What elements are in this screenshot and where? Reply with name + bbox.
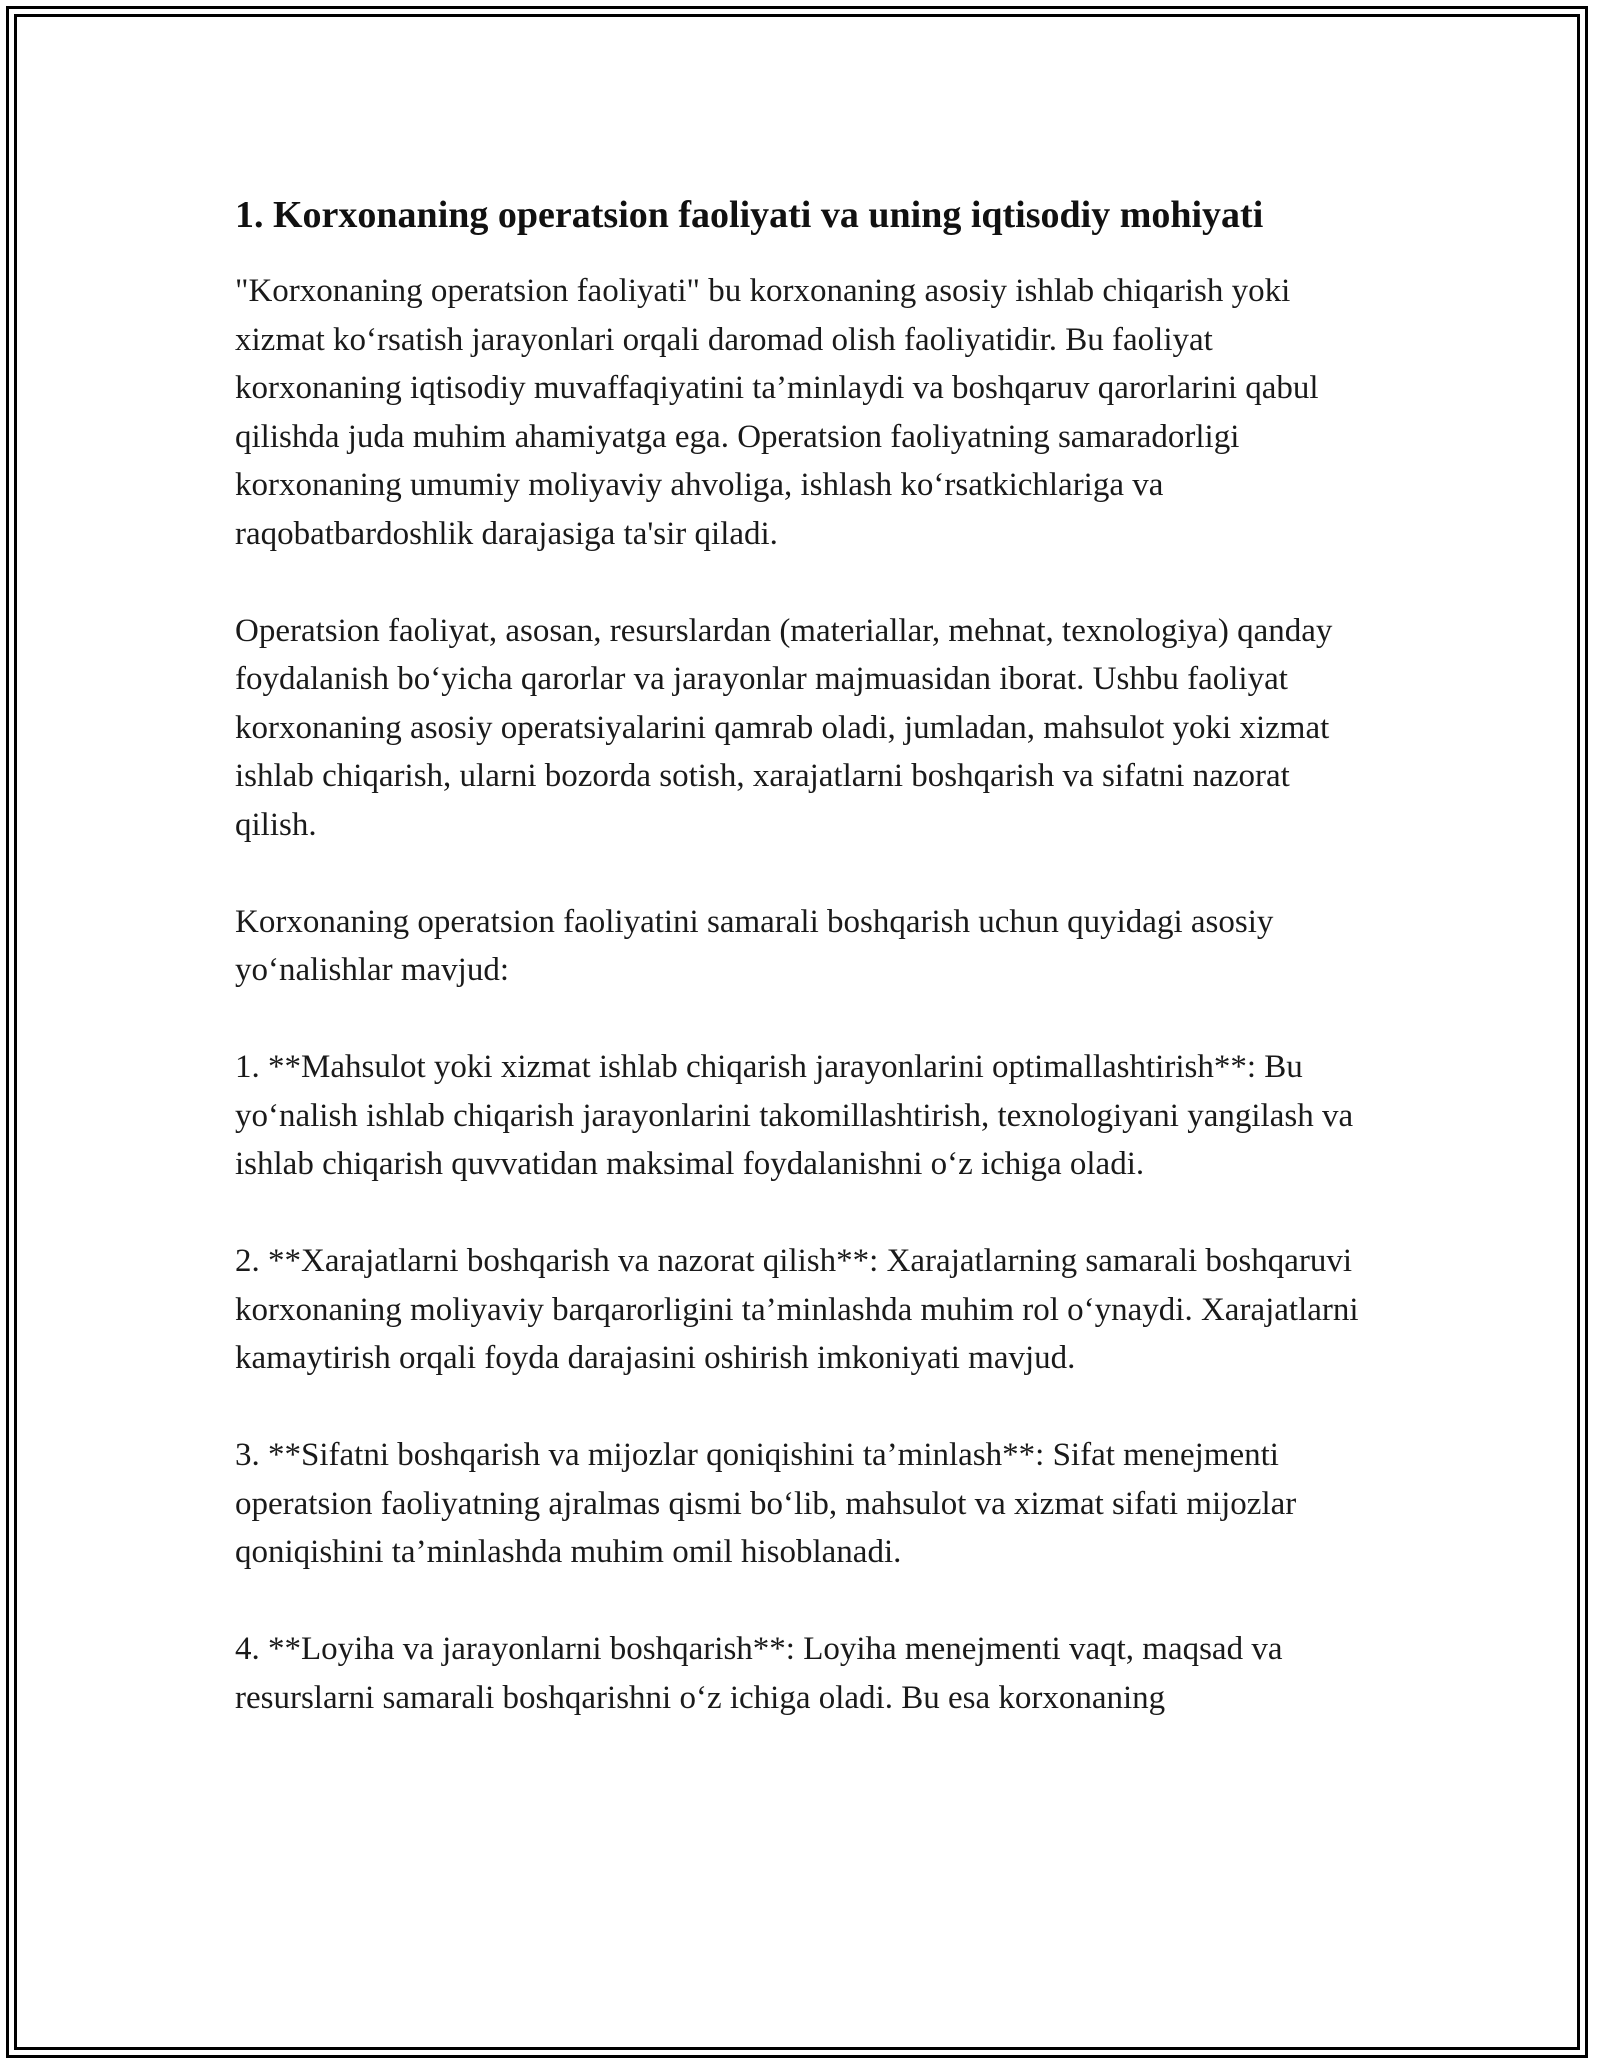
document-body: [235, 188, 1365, 1722]
list-intro-paragraph: Korxonaning operatsion faoliyatini samarali boshqarish uchun quyidagi asosiy yo‘nalishlar mavjud:: [235, 903, 1274, 988]
list-item-1: 1. **Mahsulot yoki xizmat ishlab chiqarish jarayonlarini optimallashtirish**: Bu yo‘nalish ishlab chiqarish jarayonlarini takomillashtirish, texnologiyani yangilash va ishlab chiqarish quvvatidan maksimal foydalanishni o‘z ichiga oladi.: [235, 1049, 1354, 1182]
list-item-3: 3. **Sifatni boshqarish va mijozlar qoniqishini ta’minlash**: Sifat menejmenti operatsion faoliyatning ajralmas qismi bo‘lib, mahsulot va xizmat sifati mijozlar qoniqishini ta’minlashda muhim omil hisoblanadi.: [235, 1437, 1297, 1570]
list-item-2: 2. **Xarajatlarni boshqarish va nazorat qilish**: Xarajatlarning samarali boshqaruvi korxonaning moliyaviy barqarorligini ta’minlashda muhim rol o‘ynaydi. Xarajatlarni kamaytirish orqali foyda darajasini oshirish imkoniyati mavjud.: [235, 1243, 1359, 1376]
intro-paragraph: "Korxonaning operatsion faoliyati" bu korxonaning asosiy ishlab chiqarish yoki xizmat ko‘rsatish jarayonlari orqali daromad olish faoliyatidir. Bu faoliyat korxonaning iqtisodiy muvaffaqiyatini ta’minlaydi va boshqaruv qarorlarini qabul qilishda juda muhim ahamiyatga ega. Operatsion faoliyatning samaradorligi korxonaning umumiy moliyaviy ahvoliga, ishlash ko‘rsatkichlariga va raqobatbardoshlik darajasiga ta'sir qiladi.: [235, 273, 1319, 552]
list-item-4: 4. **Loyiha va jarayonlarni boshqarish**: Loyiha menejmenti vaqt, maqsad va resurslarni samarali boshqarishni o‘z ichiga oladi. Bu esa korxonaning: [235, 1631, 1283, 1716]
definition-paragraph: Operatsion faoliyat, asosan, resurslardan (materiallar, mehnat, texnologiya) qanday foydalanish bo‘yicha qarorlar va jarayonlar majmuasidan iborat. Ushbu faoliyat korxonaning asosiy operatsiyalarini qamrab oladi, jumladan, mahsulot yoki xizmat ishlab chiqarish, ularni bozorda sotish, xarajatlarni boshqarish va sifatni nazorat qilish.: [235, 612, 1333, 843]
document-title: 1. Korxonaning operatsion faoliyati va uning iqtisodiy mohiyati: [235, 194, 1264, 236]
